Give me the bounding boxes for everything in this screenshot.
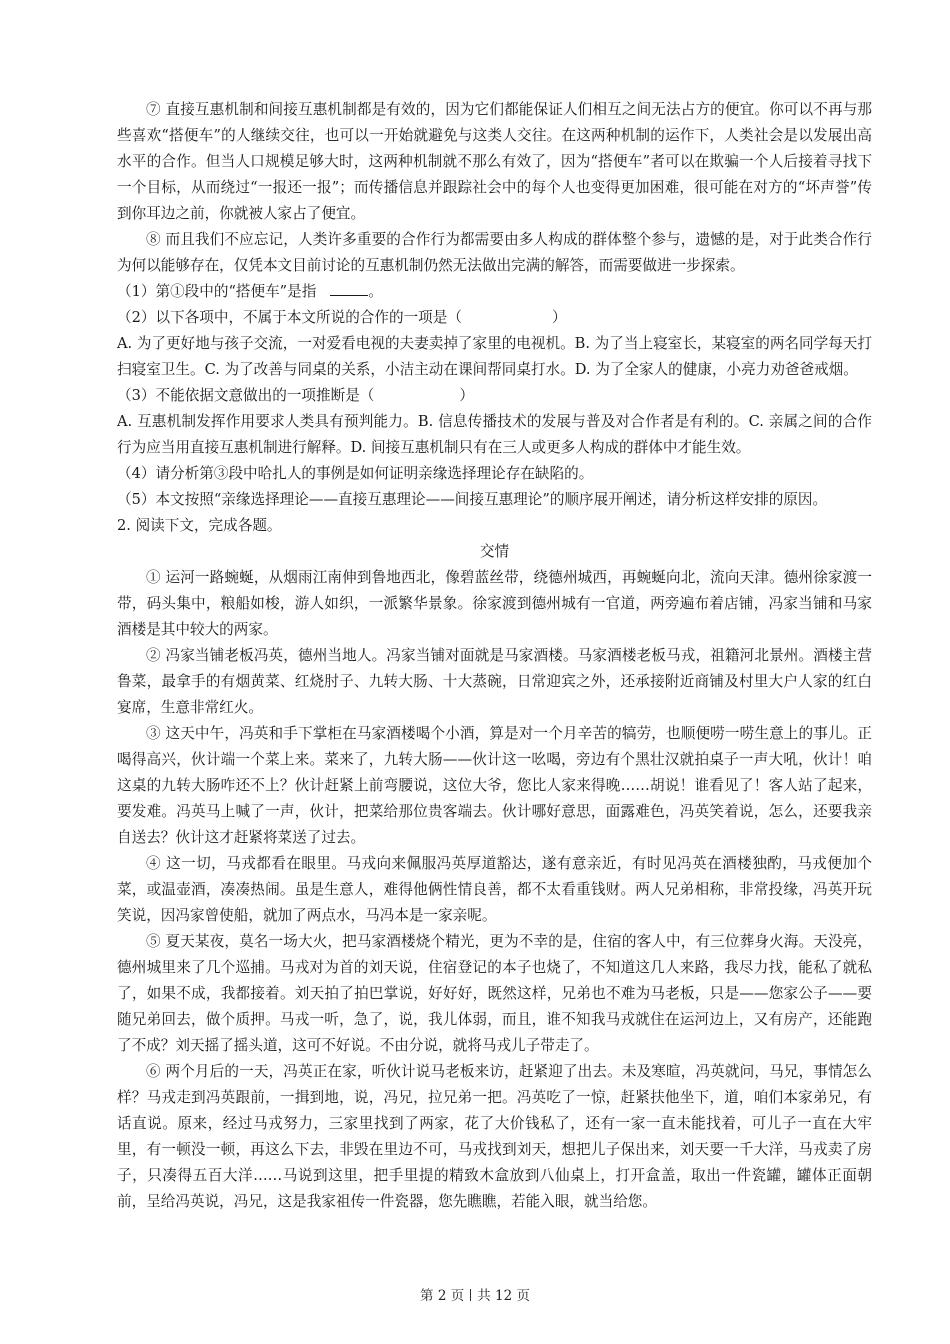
page-number: 第 2 页 — [420, 1288, 465, 1304]
footer-divider — [470, 1289, 471, 1301]
question-4: （4）请分析第③段中哈扎人的事例是如何证明亲缘选择理论存在缺陷的。 — [117, 465, 594, 482]
question-3-options: A. 互惠机制发挥作用要求人类具有预判能力。B. 信息传播技术的发展与普及对合作者是有利的。C. 亲属之间的合作行为应当用直接互惠机制进行解释。D. 间接互惠机制只有在三人或更多人构成的群体中才能生效。 — [117, 413, 872, 456]
question-2 — [117, 305, 872, 331]
article-paragraph-5: ⑤ 夏天某夜，莫名一场大火，把马家酒楼烧个精光，更为不幸的是，住宿的客人中，有三位葬身火海。天没亮，德州城里来了几个巡捕。马戎对为首的刘天说，住宿登记的本子也烧了，不知道这几人来路，我尽力找，能私了就私了，如果不成，我都接着。刘天拍了拍巴掌说，好好好，既然这样，兄弟也不难为马老板，只是——您家公子——要随兄弟回去，做个质押。马戎一听，急了，说，我儿体弱，而且，谁不知我马戎就住在运河边上，又有房产，还能跑了不成？刘天摇了摇头道，这可不好说。不由分说，就将马戎儿子带走了。 — [117, 933, 872, 1054]
article-paragraph-4: ④ 这一切，马戎都看在眼里。马戎向来佩服冯英厚道豁达，遂有意亲近，有时见冯英在酒楼独酌，马戎便加个菜，或温壶酒，凑凑热闹。虽是生意人，难得他俩性情良善，都不太看重钱财。两人兄弟相称，非常投缘，冯英开玩笑说，因冯家曾使船，就加了两点水，马冯本是一家亲呢。 — [117, 855, 872, 924]
question-1-text: （1）第①段中的“搭便车”是指 — [117, 283, 317, 300]
article-paragraph-6: ⑥ 两个月后的一天，冯英正在家，听伙计说马老板来访，赶紧迎了出去。未及寒暄，冯英就问，马兄，事情怎么样？马戎走到冯英跟前，一揖到地，说，冯兄，拉兄弟一把。冯英吃了一惊，赶紧扶他坐下，道，咱们本家弟兄，有话直说。原来，经过马戎努力，三家里找到了两家，花了大价钱私了，还有一家一直未能找着，可儿子一直在大牢里，有一顿没一顿，再这么下去，非毁在里边不可，马戎找到刘天，想把儿子保出来，刘天要一千大洋，马戎卖了房子，只凑得五百大洋……马说到这里，把手里提的精致木盒放到八仙桌上，打开盒盖，取出一件瓷罐，罐体正面朝前，呈给冯英说，冯兄，这是我家祖传一件瓷器，您先瞧瞧，若能入眼，就当给您。 — [117, 1063, 872, 1210]
article-paragraph-2: ② 冯家当铺老板冯英，德州当地人。冯家当铺对面就是马家酒楼。马家酒楼老板马戎，祖籍河北景州。酒楼主营鲁菜，最拿手的有烟黄菜、红烧肘子、九转大肠、十大蒸碗，日常迎宾之外，还承接附近商铺及村里大户人家的红白宴席，生意非常红火。 — [117, 647, 872, 716]
article-title: 交情 — [479, 543, 510, 560]
question-1-end: 。 — [368, 283, 383, 300]
question-3-text: （3）不能依据文意做出的一项推断是（ — [117, 387, 375, 404]
paragraph-8: ⑧ 而且我们不应忘记，人类许多重要的合作行为都需要由多人构成的群体整个参与，遗憾的是，对于此类合作行为何以能够存在，仅凭本文目前讨论的互惠机制仍然无法做出完满的解答，而需要做进一步探索。 — [117, 231, 872, 274]
question-2-options: A. 为了更好地与孩子交流，一对爱看电视的夫妻卖掉了家里的电视机。B. 为了当上寝室长，某寝室的两名同学每天打扫寝室卫生。C. 为了改善与同桌的关系，小洁主动在课间帮同桌打水。D. 为了全家人的健康，小亮力劝爸爸戒烟。 — [117, 335, 872, 378]
paragraph-7: ⑦ 直接互惠机制和间接互惠机制都是有效的，因为它们都能保证人们相互之间无法占方的便宜。你可以不再与那些喜欢“搭便车”的人继续交往，也可以一开始就避免与这类人交往。在这两种机制的运作下，人类社会是以发展出高水平的合作。但当人口规模足够大时，这两种机制就不那么有效了，因为“搭便车”者可以在欺骗一个人后接着寻找下一个目标，从而绕过“一报还一报”；而传播信息并跟踪社会中的每个人也变得更加困难，很可能在对方的“坏声誉”传到你耳边之前，你就被人家占了便宜。 — [117, 101, 872, 222]
answer-blank[interactable] — [330, 281, 368, 296]
article-paragraph-3: ③ 这天中午，冯英和手下掌柜在马家酒楼喝个小酒，算是对一个月辛苦的犒劳，也顺便唠一唠生意上的事儿。正喝得高兴，伙计端一个菜上来。菜来了，九转大肠——伙计这一吆喝，旁边有个黑壮汉就拍桌子一声大吼，伙计！咱这桌的九转大肠咋还不上？伙计赶紧上前弯腰说，这位大爷，您比人家来得晚……胡说！谁看见了！客人站了起来，要发难。冯英马上喊了一声，伙计，把菜给那位贵客端去。伙计哪好意思，面露难色，冯英笑着说，怎么，还要我亲自送去？伙计这才赶紧将菜送了过去。 — [117, 725, 872, 846]
page-footer — [0, 1284, 950, 1304]
question-3-end: ） — [459, 387, 474, 404]
question-2-text: （2）以下各项中，不属于本文所说的合作的一项是（ — [117, 309, 462, 326]
question-5: （5）本文按照“亲缘选择理论——直接互惠理论——间接互惠理论”的顺序展开阐述，请分析这样安排的原因。 — [117, 491, 828, 508]
question-3 — [117, 383, 872, 409]
page-total: 共 12 页 — [477, 1288, 530, 1304]
question-1 — [117, 279, 872, 305]
section-2-heading: 2. 阅读下文，完成各题。 — [117, 517, 282, 534]
article-paragraph-1: ① 运河一路蜿蜒，从烟雨江南伸到鲁地西北，像碧蓝丝带，绕德州城西，再蜿蜒向北，流向天津。德州徐家渡一带，码头集中，粮船如梭，游人如织，一派繁华景象。徐家渡到德州城有一官道，两旁遍布着店铺，冯家当铺和马家酒楼是其中较大的两家。 — [117, 569, 872, 638]
document-page — [117, 97, 872, 1215]
question-2-end: ） — [551, 309, 567, 326]
